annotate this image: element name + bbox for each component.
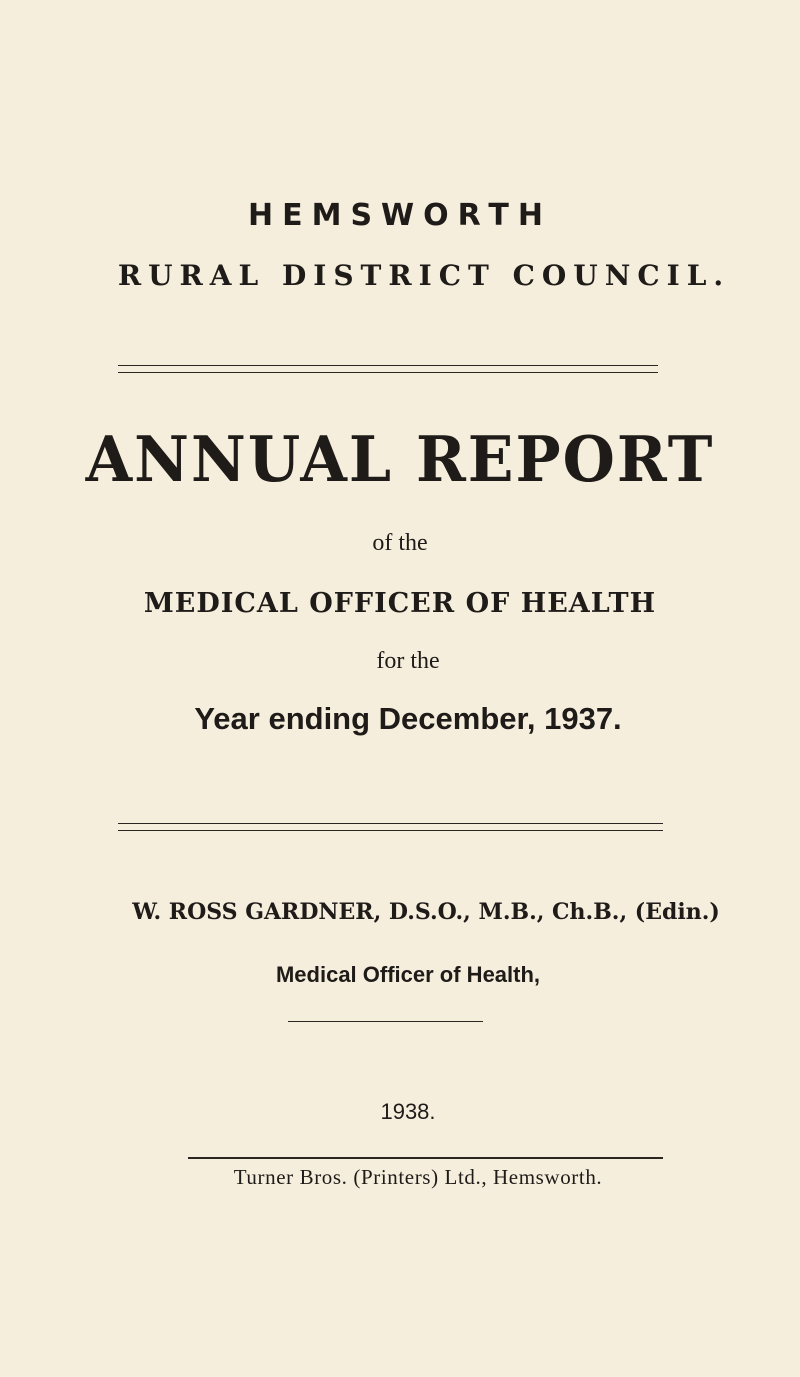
- publication-year: 1938.: [380, 1099, 436, 1124]
- printer-imprint: Turner Bros. (Printers) Ltd., Hemsworth.: [233, 1165, 603, 1189]
- council-name: HEMSWORTH: [248, 198, 552, 233]
- author-role: Medical Officer of Health,: [275, 962, 541, 987]
- report-title: ANNUAL REPORT: [85, 423, 715, 497]
- top-double-rule: [118, 365, 658, 373]
- printer-rule: [188, 1157, 663, 1159]
- of-the-text: of the: [372, 530, 428, 556]
- officer-title: MEDICAL OFFICER OF HEALTH: [143, 588, 657, 619]
- report-period: Year ending December, 1937.: [194, 701, 622, 736]
- council-type: RURAL DISTRICT COUNCIL.: [117, 259, 731, 292]
- middle-double-rule: [118, 823, 663, 831]
- for-the-text: for the: [376, 648, 440, 674]
- author-name: W. ROSS GARDNER, D.S.O., M.B., Ch.B., (Edin.): [132, 899, 720, 925]
- short-divider-rule: [288, 1021, 483, 1022]
